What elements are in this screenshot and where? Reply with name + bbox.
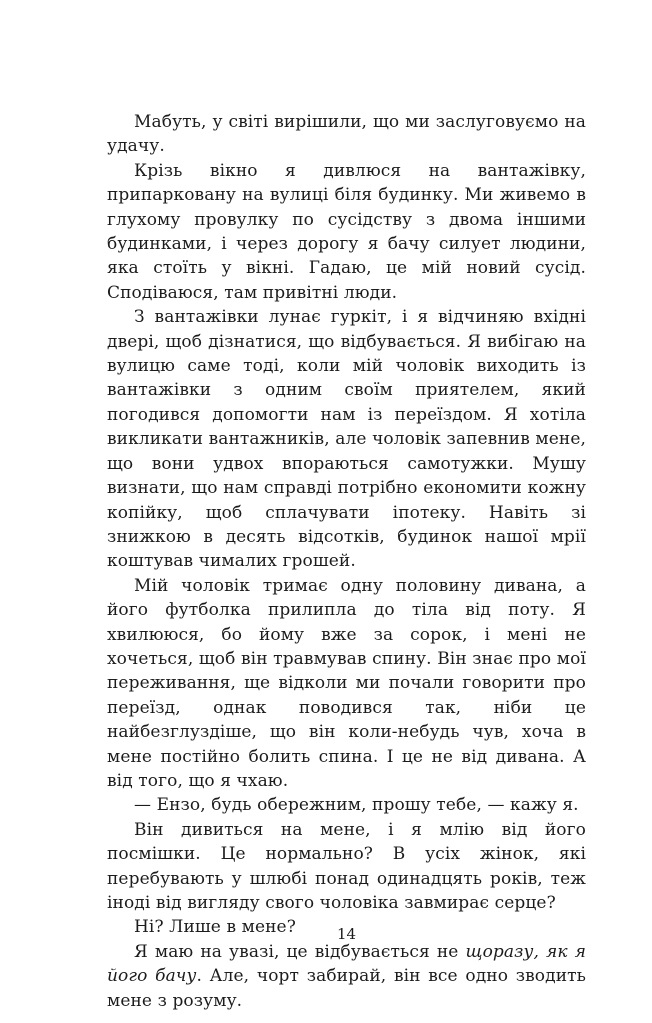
paragraph bbox=[107, 159, 586, 305]
paragraph bbox=[107, 818, 586, 916]
text-block bbox=[107, 110, 586, 1013]
text-run: — Ензо, будь обережним, прошу тебе, — кажу я. bbox=[134, 795, 579, 816]
italic-text-run: щоразу, як я його бачу bbox=[107, 941, 586, 987]
page-number: 14 bbox=[336, 925, 357, 943]
text-run: Він дивиться на мене, і я млію від його посмішки. Це нормально? В усіх жінок, які перебувають у шлюбі понад одинадцять років, теж іноді від вигляду свого чоловіка завмирає серце? bbox=[107, 819, 586, 913]
paragraph bbox=[107, 574, 586, 794]
text-run: Я маю на увазі, це відбувається не bbox=[134, 941, 466, 962]
text-run: Крізь вікно я дивлюся на вантажівку, припарковану на вулиці біля будинку. Ми живемо в глухому провулку по сусідству з двома іншими будинками, і через дорогу я бачу силует людини, яка стоїть у вікні. Гадаю, це мій новий сусід. Сподіваюся, там привітні люди. bbox=[107, 160, 586, 303]
text-run: . Але, чорт забирай, він все одно зводить мене з розуму. bbox=[107, 966, 586, 1011]
paragraph bbox=[107, 305, 586, 573]
text-run: З вантажівки лунає гуркіт, і я відчиняю вхідні двері, щоб дізнатися, що відбувається. Я вибігаю на вулицю саме тоді, коли мій чоловік виходить із вантажівки з одним своїм приятелем, який погодився допомогти нам із переїздом. Я хотіла викликати вантажників, але чоловік запевнив мене, що вони удвох впораються самотужки. Мушу визнати, що нам справді потрібно економити кожну копійку, щоб сплачувати іпотеку. Навіть зі знижкою в десять відсотків, будинок нашої мрії коштував чималих грошей. bbox=[107, 307, 586, 572]
text-run: Мабуть, у світі вирішили, що ми заслуговуємо на удачу. bbox=[107, 112, 586, 157]
text-run: Мій чоловік тримає одну половину дивана, а його футболка прилипла до тіла від поту. Я хвилююся, бо йому вже за сорок, і мені не хочеться, щоб він травмував спину. Він знає про мої переживання, ще відколи ми почали говорити про переїзд, однак поводився так, ніби це найбезглуздіше, що він коли-небудь чув, хоча в мене постійно болить спина. І це не від дивана. А від того, що я чхаю. bbox=[107, 575, 586, 791]
paragraph bbox=[107, 793, 586, 817]
paragraph bbox=[107, 110, 586, 159]
paragraph bbox=[107, 940, 586, 1013]
text-run: Ні? Лише в мене? bbox=[134, 917, 296, 938]
